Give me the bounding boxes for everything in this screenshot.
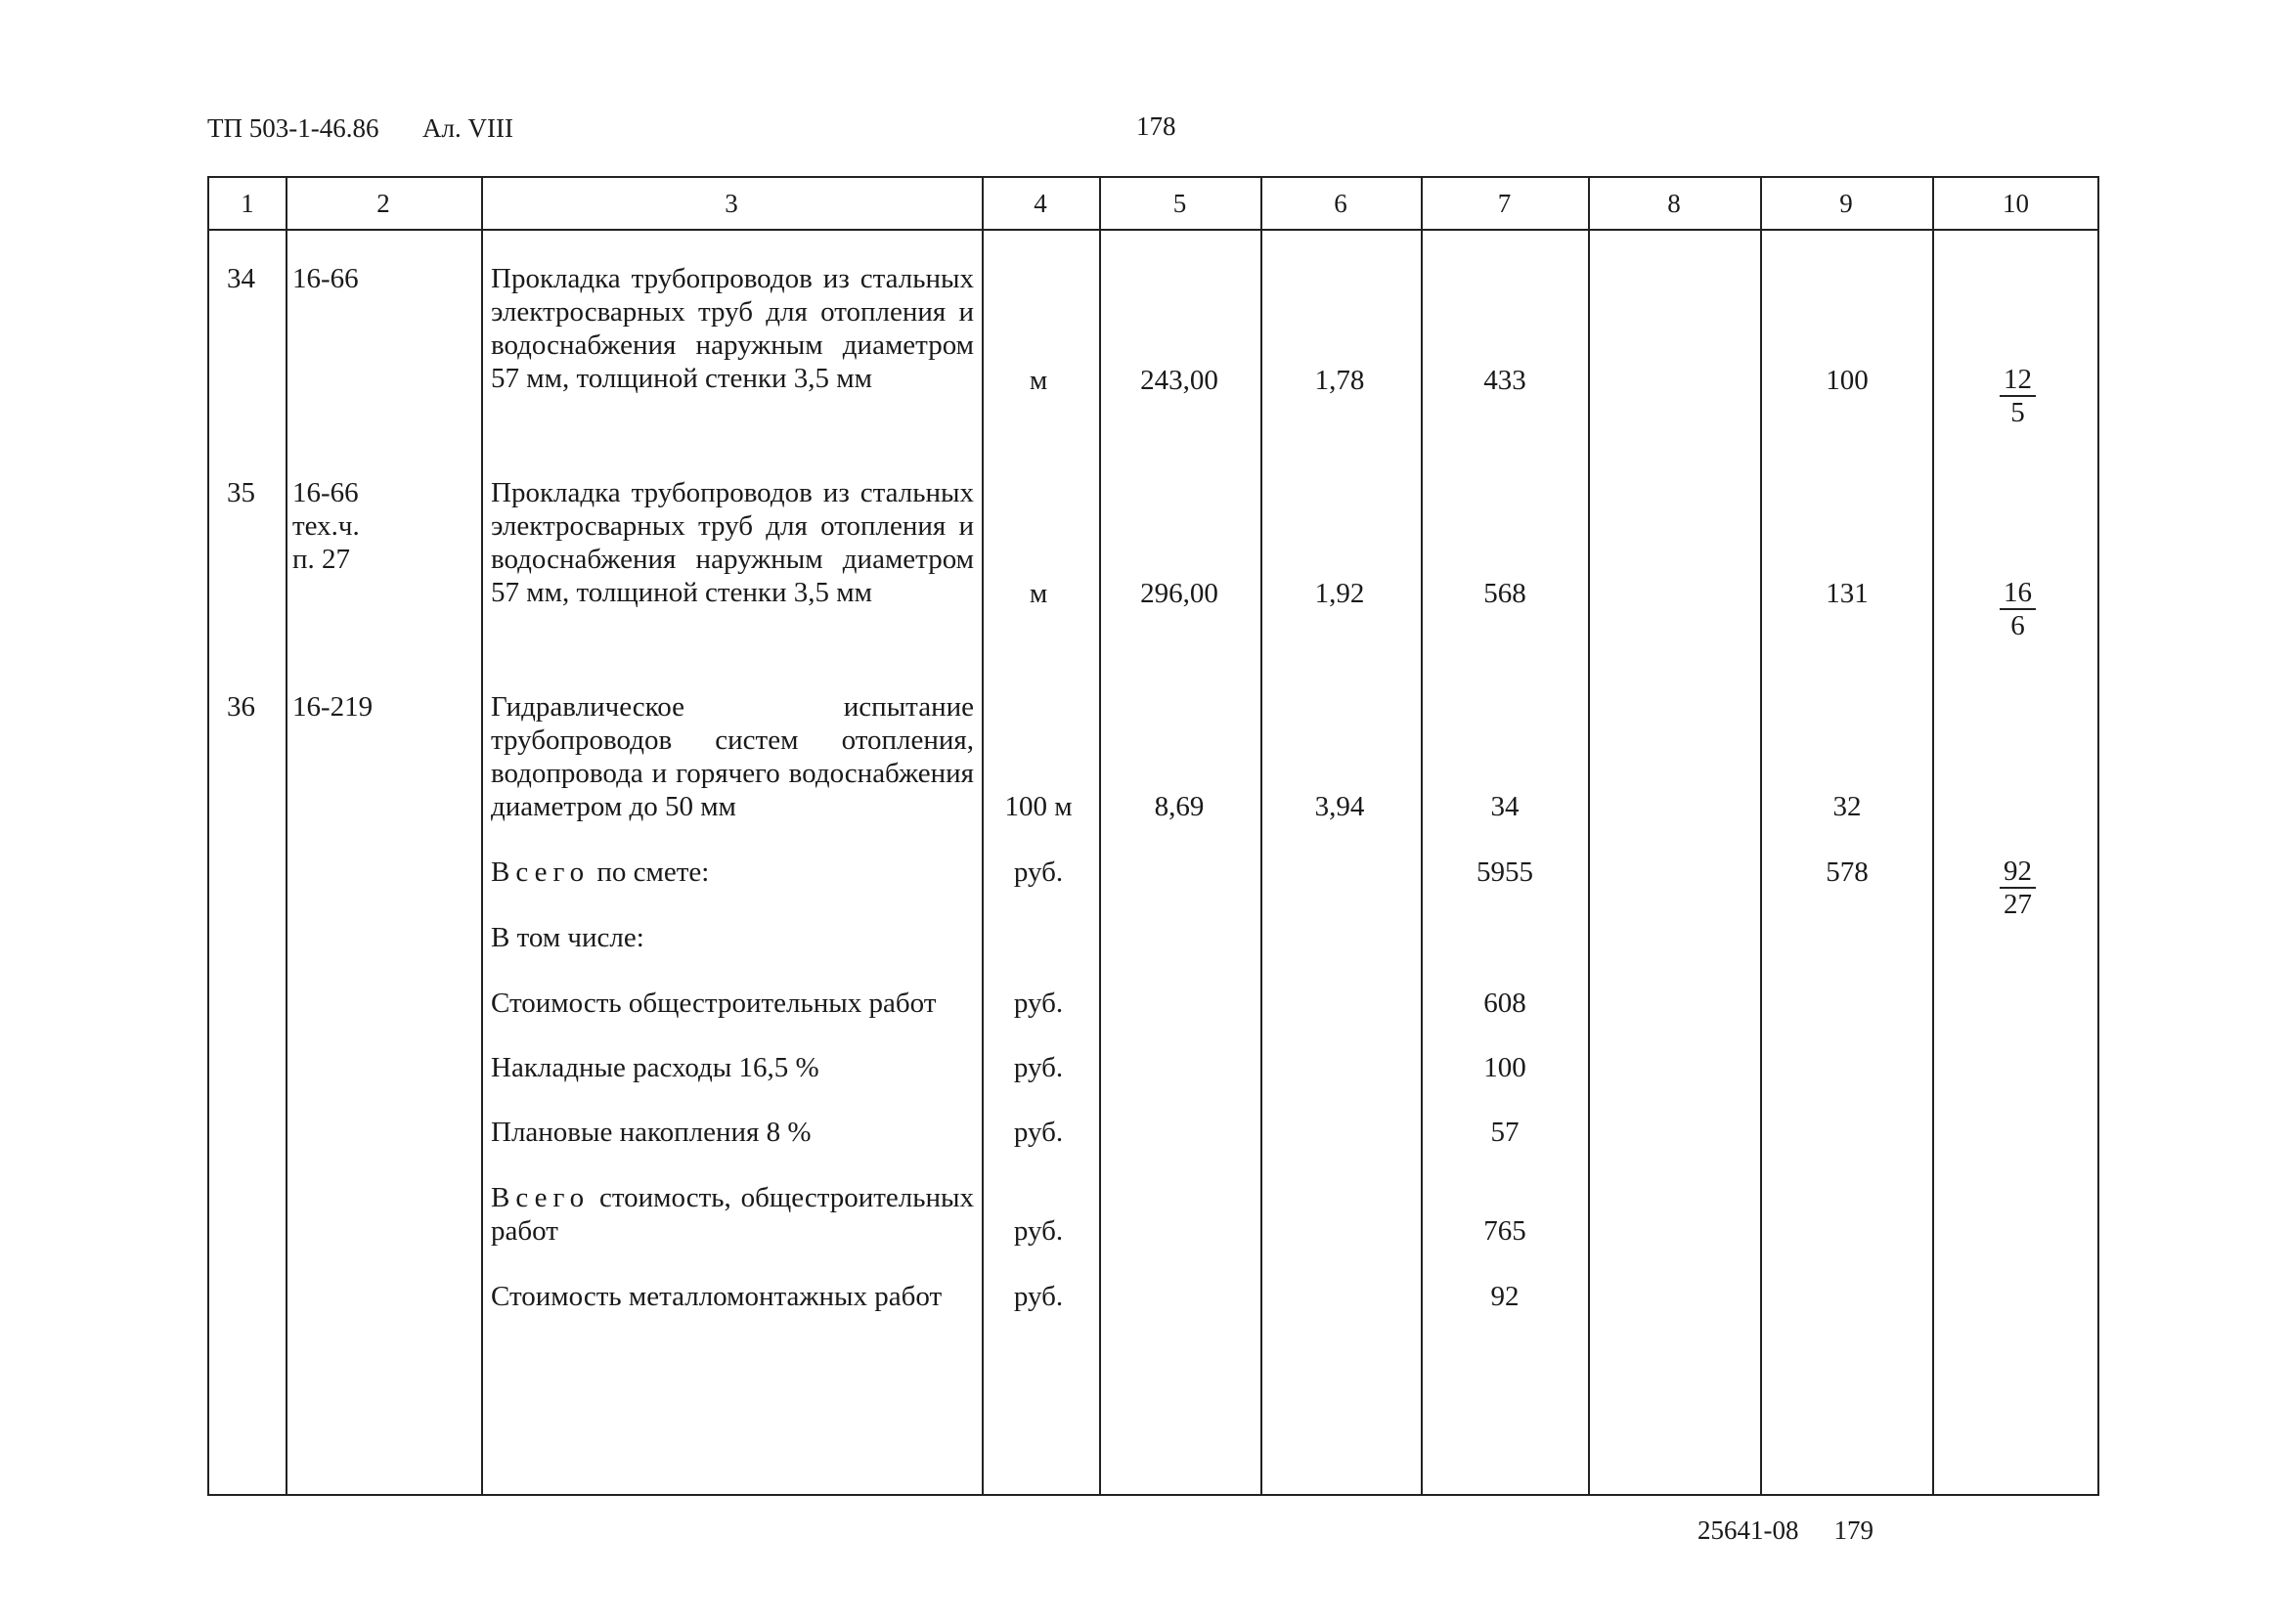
fraction-numerator: 92 bbox=[2000, 856, 2036, 889]
unit: м bbox=[1029, 578, 1048, 609]
rate-code-line: п. 27 bbox=[292, 544, 351, 575]
summary-value: 100 bbox=[1483, 1052, 1526, 1083]
summary-label: Стоимость общестроительных работ bbox=[491, 988, 937, 1019]
rate-code-line: 16-66 bbox=[292, 477, 359, 508]
total-cost: 5955 bbox=[1477, 856, 1533, 888]
unit: м bbox=[1029, 365, 1048, 396]
summary-value: 765 bbox=[1483, 1215, 1526, 1247]
fraction-numerator: 16 bbox=[2000, 577, 2036, 610]
summary-label: Накладные расходы 16,5 % bbox=[491, 1052, 819, 1083]
unit-price: 3,94 bbox=[1314, 791, 1365, 822]
unit-price: 1,92 bbox=[1314, 578, 1365, 609]
unit: руб. bbox=[1013, 856, 1064, 888]
total-label bbox=[491, 856, 974, 889]
unit: руб. bbox=[1013, 1281, 1064, 1312]
col9-value: 131 bbox=[1826, 578, 1869, 609]
summary-value: 608 bbox=[1483, 988, 1526, 1019]
column-divider bbox=[286, 178, 287, 1494]
rate-code-line: 16-219 bbox=[292, 691, 374, 723]
unit-price: 1,78 bbox=[1314, 365, 1365, 396]
unit: руб. bbox=[1013, 988, 1064, 1019]
col9-value: 578 bbox=[1826, 856, 1869, 888]
column-divider bbox=[1932, 178, 1934, 1494]
column-header-2: 2 bbox=[376, 189, 390, 218]
column-divider bbox=[481, 178, 483, 1494]
col9-value: 100 bbox=[1826, 365, 1869, 396]
fraction-denominator: 6 bbox=[2010, 610, 2025, 641]
col10-fraction bbox=[1936, 856, 2099, 921]
row-number: 35 bbox=[227, 477, 255, 508]
total-cost: 433 bbox=[1483, 365, 1526, 396]
work-description: Прокладка трубопроводов из стальных электросварных труб для отопления и водоснабжения наружным диаметром 57 мм, толщиной стенки 3,5 мм bbox=[491, 477, 974, 608]
quantity: 296,00 bbox=[1140, 578, 1218, 609]
total-label-spaced: Всего bbox=[491, 856, 591, 888]
column-header-1: 1 bbox=[241, 189, 254, 218]
rate-code-line: тех.ч. bbox=[292, 510, 360, 542]
rate-code bbox=[292, 690, 468, 724]
total-label-rest: по смете: bbox=[596, 856, 710, 888]
rate-code bbox=[292, 476, 468, 576]
grand-total-label bbox=[491, 1181, 974, 1248]
grand-label-rest: стоимость, общестроительных работ bbox=[491, 1182, 974, 1247]
total-cost: 34 bbox=[1490, 791, 1520, 822]
footer-stamp bbox=[1697, 1515, 1873, 1546]
work-description: Прокладка трубопроводов из стальных электросварных труб для отопления и водоснабжения наружным диаметром 57 мм, толщиной стенки 3,5 мм bbox=[491, 263, 974, 394]
column-header-5: 5 bbox=[1172, 189, 1187, 218]
rate-code-line: 16-66 bbox=[292, 263, 359, 294]
quantity: 243,00 bbox=[1140, 365, 1218, 396]
fraction-denominator: 27 bbox=[2004, 889, 2032, 920]
page-number: 178 bbox=[1136, 111, 1176, 141]
footer-page-number: 179 bbox=[1833, 1515, 1873, 1545]
column-header-7: 7 bbox=[1497, 189, 1512, 218]
total-cost: 568 bbox=[1483, 578, 1526, 609]
column-header-6: 6 bbox=[1334, 189, 1347, 218]
column-header-9: 9 bbox=[1839, 189, 1853, 218]
col9-value: 32 bbox=[1832, 791, 1862, 822]
summary-value: 57 bbox=[1490, 1117, 1520, 1148]
document-code: ТП 503-1-46.86 bbox=[207, 113, 379, 143]
row-number: 36 bbox=[227, 691, 255, 723]
including-label: В том числе: bbox=[491, 922, 644, 953]
quantity: 8,69 bbox=[1154, 791, 1205, 822]
unit: руб. bbox=[1013, 1215, 1064, 1247]
footer-code: 25641-08 bbox=[1697, 1515, 1799, 1545]
unit: руб. bbox=[1013, 1052, 1064, 1083]
column-header-4: 4 bbox=[1034, 189, 1047, 218]
work-description: Гидравлическое испытание трубопроводов систем отопления, водопровода и горячего водоснабжения диаметром до 50 мм bbox=[491, 691, 974, 822]
col10-fraction bbox=[1936, 577, 2099, 642]
fraction-numerator: 12 bbox=[2000, 364, 2036, 397]
column-header-8: 8 bbox=[1667, 189, 1681, 218]
column-header-3: 3 bbox=[725, 189, 738, 218]
column-header-10: 10 bbox=[2003, 189, 2029, 218]
grand-label-spaced: Всего bbox=[491, 1182, 591, 1213]
column-divider bbox=[1588, 178, 1590, 1494]
unit: руб. bbox=[1013, 1117, 1064, 1148]
fraction-denominator: 5 bbox=[2010, 397, 2025, 428]
col10-fraction bbox=[1936, 364, 2099, 429]
unit: 100 м bbox=[1004, 791, 1073, 822]
summary-label: Стоимость металломонтажных работ bbox=[491, 1281, 943, 1312]
row-number: 34 bbox=[227, 263, 255, 294]
summary-label: Плановые накопления 8 % bbox=[491, 1117, 812, 1148]
rate-code bbox=[292, 262, 468, 295]
summary-value: 92 bbox=[1490, 1281, 1520, 1312]
album-sheet: Ал. VIII bbox=[422, 113, 513, 143]
header-divider bbox=[209, 229, 2097, 231]
